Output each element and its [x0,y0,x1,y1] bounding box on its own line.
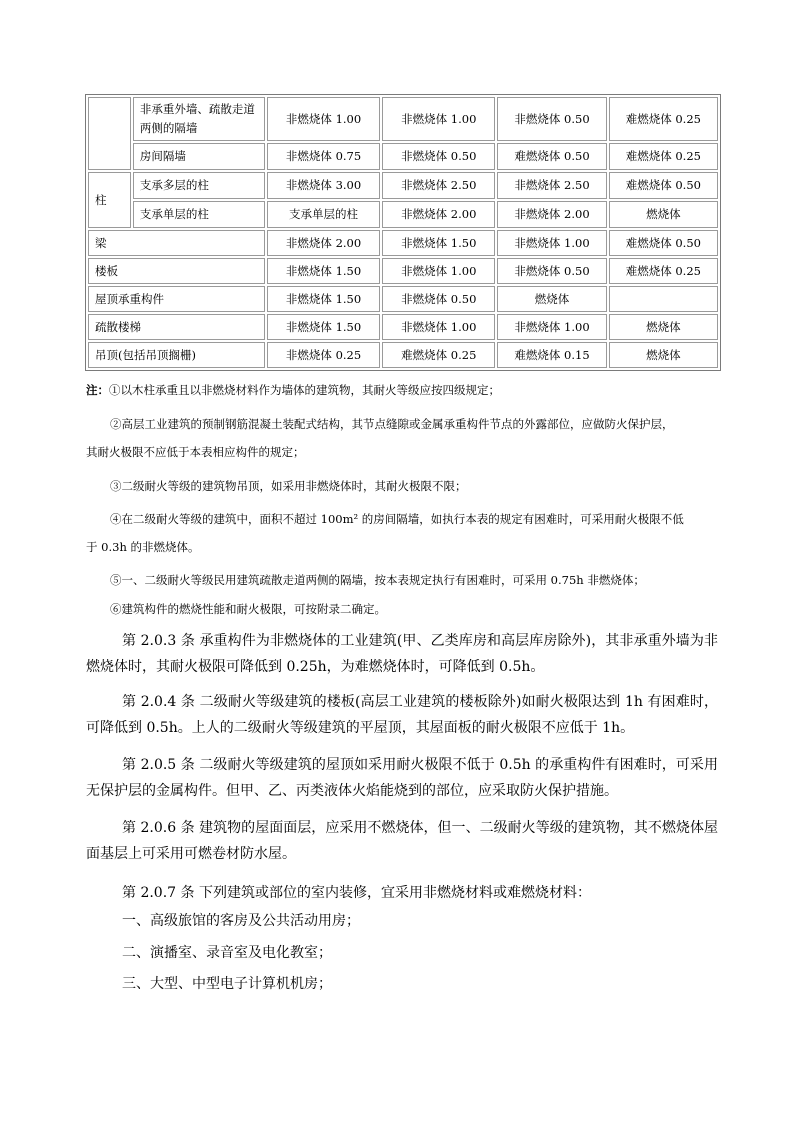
table-cell: 非燃烧体 1.50 [267,286,380,312]
table-row-label: 楼板 [88,258,265,284]
table-cell: 难燃烧体 0.25 [382,342,495,368]
article-2-0-5: 第 2.0.5 条 二级耐火等级建筑的屋顶如采用耐火极限不低于 0.5h 的承重构件有困难时，可采用无保护层的金属构件。但甲、乙、丙类液体火焰能烧到的部位，应采取防火保护措施。 [86,757,718,799]
table-row-label: 支承单层的柱 [133,201,265,228]
table-cell: 非燃烧体 2.50 [382,172,495,199]
table-cell: 难燃烧体 0.25 [609,97,718,141]
table-cell: 燃烧体 [609,342,718,368]
table-cell: 非燃烧体 1.50 [267,314,380,340]
table-row [88,172,718,199]
table-cell: 非燃烧体 1.00 [382,314,495,340]
table-cell: 燃烧体 [609,314,718,340]
list-item: 二、演播室、录音室及电化教室； [122,945,332,961]
table-row-label: 非承重外墙、疏散走道两侧的隔墙 [133,97,265,141]
table-cell: 非燃烧体 0.50 [382,286,495,312]
table-cell: 难燃烧体 0.50 [609,230,718,256]
table-cell: 难燃烧体 0.25 [609,258,718,284]
table-cell: 难燃烧体 0.15 [497,342,606,368]
table-row [88,97,718,141]
table-cell: 难燃烧体 0.25 [609,143,718,170]
table-cell: 非燃烧体 2.00 [267,230,380,256]
article-2-0-6: 第 2.0.6 条 建筑物的屋面面层，应采用不燃烧体，但一、二级耐火等级的建筑物，其不燃烧体屋面基层上可采用可燃卷材防水屋。 [86,820,718,862]
article-2-0-7: 第 2.0.7 条 下列建筑或部位的室内装修，宜采用非燃烧材料或难燃烧材料： [122,885,591,901]
fire-resistance-table [85,94,721,371]
table-row [88,201,718,228]
table-group-cell-column: 柱 [88,172,131,228]
list-item: 一、高级旅馆的客房及公共活动用房； [122,913,360,929]
table-cell: 非燃烧体 0.50 [497,258,606,284]
table-cell: 燃烧体 [609,201,718,228]
table-row-label: 支承多层的柱 [133,172,265,199]
table-cell: 非燃烧体 1.50 [382,230,495,256]
note-2: ②高层工业建筑的预制钢筋混凝土装配式结构，其节点缝隙或金属承重构件节点的外露部位，应做防火保护层， [110,417,674,431]
table-cell: 非燃烧体 0.75 [267,143,380,170]
table-cell: 非燃烧体 3.00 [267,172,380,199]
table-row [88,286,718,312]
table-cell: 非燃烧体 1.00 [497,314,606,340]
table-cell: 难燃烧体 0.50 [609,172,718,199]
list-item: 三、大型、中型电子计算机机房； [122,976,332,992]
table-cell: 难燃烧体 0.50 [497,143,606,170]
table-cell: 非燃烧体 0.50 [382,143,495,170]
note-4-continued: 于 0.3h 的非燃烧体。 [86,540,200,554]
table-cell: 非燃烧体 1.00 [497,230,606,256]
table-cell: 非燃烧体 1.00 [382,258,495,284]
note-text: ①以木柱承重且以非燃烧材料作为墙体的建筑物，其耐火等级应按四级规定； [109,383,500,397]
note-5: ⑤一、二级耐火等级民用建筑疏散走道两侧的隔墙，按本表规定执行有困难时，可采用 0.75h 非燃烧体； [110,573,645,587]
article-2-0-3: 第 2.0.3 条 承重构件为非燃烧体的工业建筑(甲、乙类库房和高层库房除外)，其非承重外墙为非燃烧体时，其耐火极限可降低到 0.25h，为难燃烧体时，可降低到 0.5h。 [86,633,718,675]
table-row-label: 疏散楼梯 [88,314,265,340]
table-cell [609,286,718,312]
table-row [88,342,718,368]
note-4: ④在二级耐火等级的建筑中，面积不超过 100m² 的房间隔墙，如执行本表的规定有困难时，可采用耐火极限不低 [110,512,684,526]
note-1 [86,382,500,398]
table-row [88,314,718,340]
table-row-label: 房间隔墙 [133,143,265,170]
table-cell: 非燃烧体 2.00 [382,201,495,228]
table-row-label: 屋顶承重构件 [88,286,265,312]
table-row [88,258,718,284]
note-3: ③二级耐火等级的建筑物吊顶，如采用非燃烧体时，其耐火极限不限； [110,479,467,493]
table-row-label: 梁 [88,230,265,256]
table-cell: 非燃烧体 0.50 [497,97,606,141]
table-cell: 非燃烧体 0.25 [267,342,380,368]
table-cell: 非燃烧体 1.50 [267,258,380,284]
notes-label: 注： [86,383,109,397]
table-row-label: 吊顶(包括吊顶搁栅) [88,342,265,368]
table-cell: 非燃烧体 1.00 [267,97,380,141]
note-6: ⑥建筑构件的燃烧性能和耐火极限，可按附录二确定。 [110,602,386,616]
table-row [88,143,718,170]
table-row [88,230,718,256]
table-group-cell-walls [88,97,131,170]
article-2-0-4: 第 2.0.4 条 二级耐火等级建筑的楼板(高层工业建筑的楼板除外)如耐火极限达到 1h 有困难时，可降低到 0.5h。上人的二级耐火等级建筑的平屋顶，其屋面板的耐火极限不应低于 1h。 [86,694,718,736]
note-2-continued: 其耐火极限不应低于本表相应构件的规定； [86,445,305,459]
table-cell: 非燃烧体 1.00 [382,97,495,141]
table-cell: 非燃烧体 2.00 [497,201,606,228]
table-cell: 支承单层的柱 [267,201,380,228]
table-cell: 燃烧体 [497,286,606,312]
table-cell: 非燃烧体 2.50 [497,172,606,199]
